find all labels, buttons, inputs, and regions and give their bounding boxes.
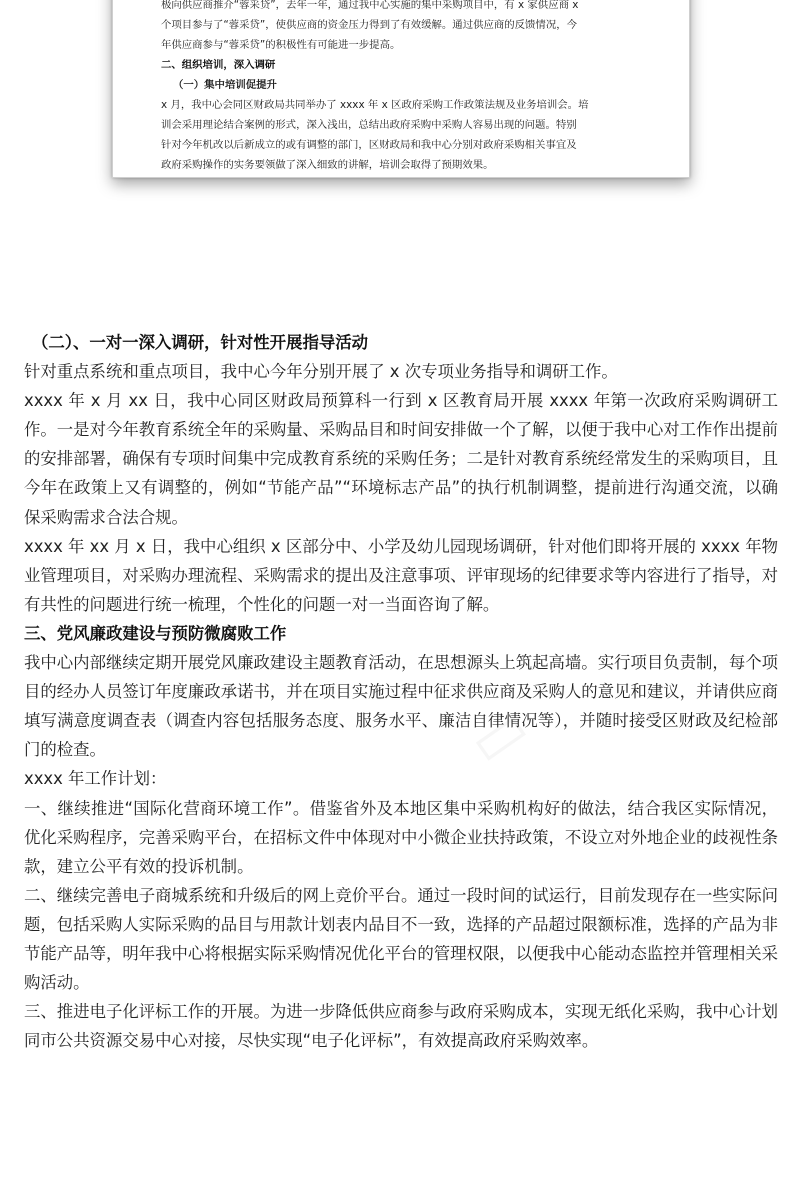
preview-para-line: 训会采用理论结合案例的形式，深入浅出，总结出政府采购中采购人容易出现的问题。特别	[161, 119, 577, 131]
preview-para-line: x 月，我中心会同区财政局共同举办了 xxxx 年 x 区政府采购工作政策法规及业务培训会。培	[161, 99, 589, 111]
preview-content	[161, 0, 645, 178]
plan-heading: xxxx 年工作计划：	[24, 769, 167, 789]
preview-para-line: 政府采购操作的实务要领做了深入细致的讲解，培训会取得了预期效果。	[161, 159, 494, 171]
document-preview-card	[112, 0, 690, 178]
paragraph: 我中心内部继续定期开展党风廉政建设主题教育活动，在思想源头上筑起高墙。实行项目负责制，每个项目的经办人员签订年度廉政承诺书，并在项目实施过程中征求供应商及采购人的意见和建议，并请供应商填写满意度调查表（调查内容包括服务态度、服务水平、廉洁自律情况等），并随时接受区财政及纪检部门的检查。	[24, 653, 778, 760]
preview-para-line: 针对今年机改以后新成立的或有调整的部门，区财政局和我中心分别对政府采购相关事宜及	[161, 139, 577, 151]
plan-item: 三、推进电子化评标工作的开展。为进一步降低供应商参与政府采购成本，实现无纸化采购，我中心计划同市公共资源交易中心对接，尽快实现“电子化评标”，有效提高政府采购效率。	[24, 1002, 778, 1051]
paragraph: 针对重点系统和重点项目，我中心今年分别开展了 x 次专项业务指导和调研工作。	[24, 362, 618, 382]
paragraph: xxxx 年 x 月 xx 日，我中心同区财政局预算科一行到 x 区教育局开展 xxxx 年第一次政府采购调研工作。一是对今年教育系统全年的采购量、采购品目和时间安排做一个了解，以便于我中心对工作作出提前的安排部署，确保有专项时间集中完成教育系统的采购任务；二是针对教育系统经常发生的采购项目，且今年在政策上又有调整的，例如“节能产品”“环境标志产品”的执行机制调整，提前进行沟通交流，以确保采购需求合法合规。	[24, 391, 778, 527]
preview-subheading: （一）集中培训促提升	[173, 79, 277, 91]
section-heading: 三、党风廉政建设与预防微腐败工作	[24, 623, 287, 643]
preview-heading: 二、组织培训，深入调研	[161, 59, 276, 71]
plan-item: 一、继续推进“国际化营商环境工作”。借鉴省外及本地区集中采购机构好的做法，结合我区实际情况，优化采购程序，完善采购平台，在招标文件中体现对中小微企业扶持政策，不设立对外地企业的歧视性条款，建立公平有效的投诉机制。	[24, 798, 778, 876]
preview-line: 年供应商参与“蓉采贷”的积极性有可能进一步提高。	[161, 39, 401, 51]
document-body	[24, 328, 778, 1055]
plan-item: 二、继续完善电子商城系统和升级后的网上竞价平台。通过一段时间的试运行，目前发现存在一些实际问题，包括采购人实际采购的品目与用款计划表内品目不一致，选择的产品超过限额标准，选择的产品为非节能产品等，明年我中心将根据实际采购情况优化平台的管理权限，以便我中心能动态监控并管理相关采购活动。	[24, 885, 778, 993]
section-heading: （二）、一对一深入调研，针对性开展指导活动	[32, 333, 369, 352]
preview-line: 个项目参与了“蓉采贷”，使供应商的资金压力得到了有效缓解。通过供应商的反馈情况，今	[161, 19, 577, 31]
preview-line: 极向供应商推介“蓉采贷”，去年一年，通过我中心实施的集中采购项目中，有 x 家供应商 x	[161, 0, 579, 11]
paragraph: xxxx 年 xx 月 x 日，我中心组织 x 区部分中、小学及幼儿园现场调研，针对他们即将开展的 xxxx 年物业管理项目，对采购办理流程、采购需求的提出及注意事项、评审现场的纪律要求等内容进行了指导，对有共性的问题进行统一梳理，个性化的问题一对一当面咨询了解。	[24, 536, 778, 614]
